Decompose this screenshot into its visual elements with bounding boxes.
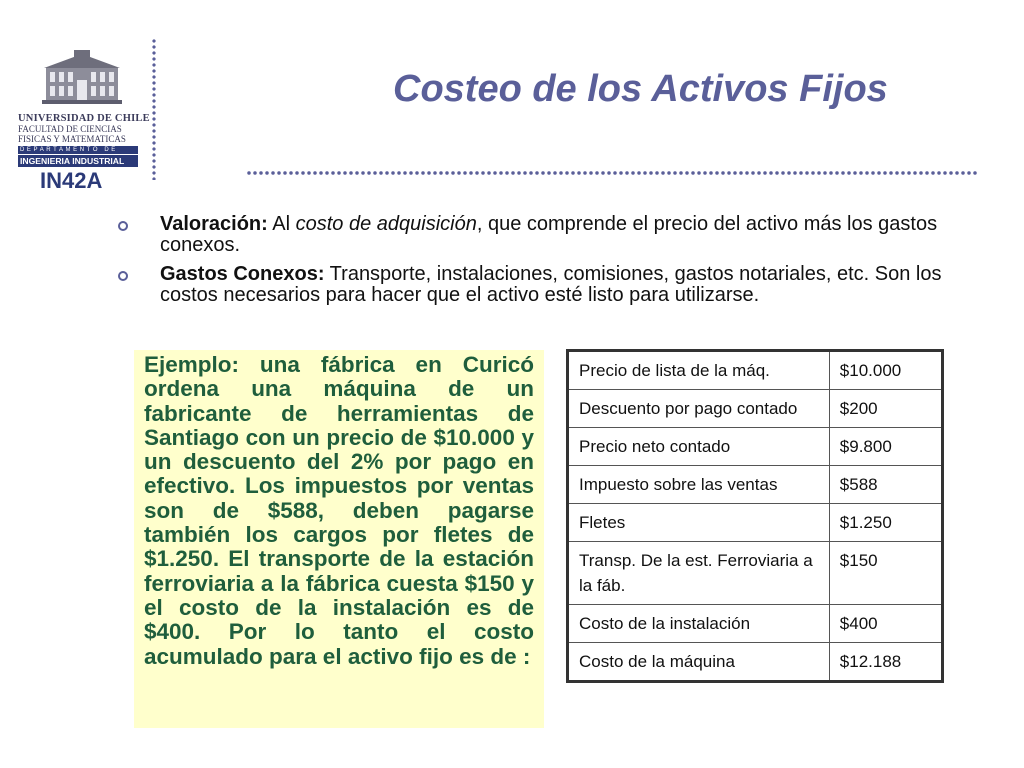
table-cell-label: Transp. De la est. Ferroviaria a la fáb. — [568, 542, 830, 605]
logo-faculty-line2: FISICAS Y MATEMATICAS — [18, 134, 126, 144]
table-cell-value: $9.800 — [829, 428, 942, 466]
bullet-label: Gastos Conexos: — [160, 263, 325, 285]
bullet-label: Valoración: — [160, 213, 268, 235]
table-cell-label: Precio de lista de la máq. — [568, 351, 830, 390]
logo-faculty-line1: FACULTAD DE CIENCIAS — [18, 124, 122, 134]
slide-title: Costeo de los Activos Fijos — [393, 68, 888, 110]
table-cell-value: $12.188 — [829, 643, 942, 682]
logo-department-name: INGENIERIA INDUSTRIAL — [18, 155, 138, 167]
horizontal-dotted-divider — [246, 170, 978, 176]
table-cell-label: Fletes — [568, 504, 830, 542]
vertical-dotted-divider — [152, 38, 156, 180]
ring-bullet-icon — [118, 271, 128, 281]
university-building-icon — [40, 50, 124, 106]
table-cell-label: Precio neto contado — [568, 428, 830, 466]
table-row — [568, 542, 943, 605]
table-row — [568, 643, 943, 682]
table-cell-value: $400 — [829, 605, 942, 643]
logo-university-name: UNIVERSIDAD DE CHILE — [18, 113, 150, 124]
university-logo — [18, 50, 150, 167]
table-cell-label: Costo de la máquina — [568, 643, 830, 682]
bullet-text: Transporte, instalaciones, comisiones, gastos notariales, etc. Son los costos necesarios para hacer que el activo esté listo para utilizarse. — [160, 263, 942, 306]
bullet-text: Al — [267, 213, 296, 235]
table-row — [568, 351, 943, 390]
table-row — [568, 428, 943, 466]
table-cell-label: Impuesto sobre las ventas — [568, 466, 830, 504]
example-box — [134, 350, 544, 728]
ring-bullet-icon — [118, 221, 128, 231]
bullet-gastos-conexos — [118, 264, 948, 306]
cost-table — [566, 349, 944, 683]
course-code: IN42A — [40, 168, 103, 193]
table-row — [568, 390, 943, 428]
bullet-list — [118, 214, 948, 314]
bullet-italic-text: costo de adquisición — [295, 213, 477, 235]
table-cell-label: Descuento por pago contado — [568, 390, 830, 428]
logo-department-bar: DEPARTAMENTO DE — [18, 146, 138, 154]
bullet-valoracion — [118, 214, 948, 256]
table-cell-value: $1.250 — [829, 504, 942, 542]
table-cell-value: $10.000 — [829, 351, 942, 390]
table-row — [568, 466, 943, 504]
table-cell-label: Costo de la instalación — [568, 605, 830, 643]
table-row — [568, 605, 943, 643]
table-cell-value: $588 — [829, 466, 942, 504]
table-cell-value: $200 — [829, 390, 942, 428]
table-row — [568, 504, 943, 542]
example-text: Ejemplo: una fábrica en Curicó ordena una máquina de un fabricante de herramientas de Santiago con un precio de $10.000 y un descuento del 2% por pago en efectivo. Los impuestos por ventas son de $588, deben pagarse también los cargos por fletes de $1.250. El transporte de la estación ferroviaria a la fábrica cuesta $150 y el costo de la instalación es de $400. Por lo tanto el costo acumulado para el activo fijo es de : — [144, 352, 534, 669]
bullet-text: , que comprende el precio del activo más los gastos conexos. — [160, 213, 938, 256]
table-cell-value: $150 — [829, 542, 942, 605]
